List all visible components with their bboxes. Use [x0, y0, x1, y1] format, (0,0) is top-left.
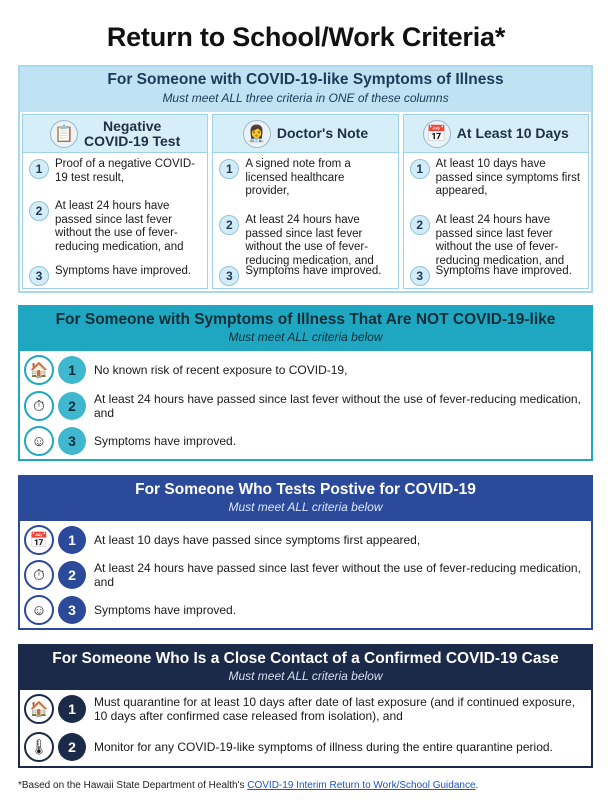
- list-item: 🏠 1 No known risk of recent exposure to COVID-19,: [24, 355, 584, 385]
- list-item: 2 At least 24 hours have passed since last fever without the use of fever-reducing medication, and: [213, 214, 397, 268]
- list-item: 3 Symptoms have improved.: [23, 265, 197, 286]
- column-ten-days: [403, 114, 589, 289]
- clock-calendar-icon: ⏱: [24, 391, 54, 421]
- smiley-icon: ☺: [24, 595, 54, 625]
- thermometer-icon: 🌡: [24, 732, 54, 762]
- not-covid-like-header: [20, 307, 591, 351]
- footnote: *Based on the Hawaii State Department of Health's COVID-19 Interim Return to Work/School Guidance.: [18, 780, 479, 791]
- number-badge: 2: [58, 392, 86, 420]
- number-badge: 2: [58, 733, 86, 761]
- positive-section: [18, 475, 593, 630]
- list-item: 1 A signed note from a licensed healthcare provider,: [213, 158, 397, 199]
- list-item: 3 Symptoms have improved.: [404, 265, 578, 286]
- column-negative-test: [22, 114, 208, 289]
- column-title: Doctor's Note: [276, 125, 369, 141]
- list-item: 2 At least 24 hours have passed since last fever without the use of fever-reducing medication, and: [404, 214, 588, 268]
- list-item: 1 At least 10 days have passed since symptoms first appeared,: [404, 158, 588, 199]
- number-badge: 1: [58, 695, 86, 723]
- not-covid-like-section: [18, 305, 593, 461]
- list-item: ⏱ 2 At least 24 hours have passed since last fever without the use of fever-reducing medication, and: [24, 391, 584, 421]
- clock-calendar-icon: ⏱: [24, 560, 54, 590]
- close-contact-header: [20, 646, 591, 690]
- number-badge: 2: [29, 201, 49, 221]
- number-badge: 3: [58, 596, 86, 624]
- column-title: At Least 10 Days: [456, 125, 569, 141]
- number-badge: 1: [410, 159, 430, 179]
- calendar-icon: 📅: [24, 525, 54, 555]
- number-badge: 2: [219, 215, 239, 235]
- close-contact-subtitle: Must meet ALL criteria below: [228, 669, 383, 683]
- not-covid-like-title: For Someone with Symptoms of Illness That Are NOT COVID-19-like: [55, 311, 556, 328]
- number-badge: 3: [58, 427, 86, 455]
- list-item: 🌡 2 Monitor for any COVID-19-like symptoms of illness during the entire quarantine period.: [24, 732, 584, 762]
- house-icon: 🏠: [24, 355, 54, 385]
- list-item: ☺ 3 Symptoms have improved.: [24, 426, 584, 456]
- guidance-link[interactable]: COVID-19 Interim Return to Work/School Guidance: [247, 780, 476, 791]
- close-contact-section: [18, 644, 593, 768]
- positive-title: For Someone Who Tests Postive for COVID-19: [135, 481, 476, 498]
- column-title-line2: COVID-19 Test: [84, 132, 181, 149]
- list-item: 🏠 1 Must quarantine for at least 10 days after date of last exposure (and if continued exposure, 10 days after confirmed case released from isolation), and: [24, 694, 584, 724]
- number-badge: 3: [29, 266, 49, 286]
- number-badge: 3: [410, 266, 430, 286]
- column-doctors-note: [212, 114, 398, 289]
- list-item: 3 Symptoms have improved.: [213, 265, 387, 286]
- house-icon: 🏠: [24, 694, 54, 724]
- close-contact-title: For Someone Who Is a Close Contact of a Confirmed COVID-19 Case: [52, 650, 559, 667]
- list-item: 2 At least 24 hours have passed since last fever without the use of fever-reducing medication, and: [23, 200, 207, 254]
- number-badge: 1: [58, 526, 86, 554]
- list-item: 1 Proof of a negative COVID-19 test result,: [23, 158, 207, 185]
- number-badge: 1: [58, 356, 86, 384]
- list-item: ☺ 3 Symptoms have improved.: [24, 595, 584, 625]
- covid-like-title: For Someone with COVID-19-like Symptoms of Illness: [107, 71, 504, 88]
- list-item: 📅 1 At least 10 days have passed since symptoms first appeared,: [24, 525, 584, 555]
- page-title: Return to School/Work Criteria*: [106, 22, 506, 52]
- number-badge: 1: [29, 159, 49, 179]
- positive-header: [20, 477, 591, 521]
- covid-like-header: [20, 67, 591, 112]
- positive-subtitle: Must meet ALL criteria below: [228, 500, 383, 514]
- number-badge: 1: [219, 159, 239, 179]
- doctor-icon: 👩‍⚕️: [243, 120, 271, 148]
- clipboard-icon: 📋: [50, 120, 78, 148]
- calendar-icon: 📅: [423, 120, 451, 148]
- covid-like-section: [18, 65, 593, 293]
- list-item: ⏱ 2 At least 24 hours have passed since last fever without the use of fever-reducing medication, and: [24, 560, 584, 590]
- not-covid-like-subtitle: Must meet ALL criteria below: [228, 330, 383, 344]
- number-badge: 3: [219, 266, 239, 286]
- number-badge: 2: [410, 215, 430, 235]
- smiley-icon: ☺: [24, 426, 54, 456]
- number-badge: 2: [58, 561, 86, 589]
- column-title: Negative: [102, 117, 162, 134]
- covid-like-subtitle: Must meet ALL three criteria in ONE of these columns: [162, 91, 449, 105]
